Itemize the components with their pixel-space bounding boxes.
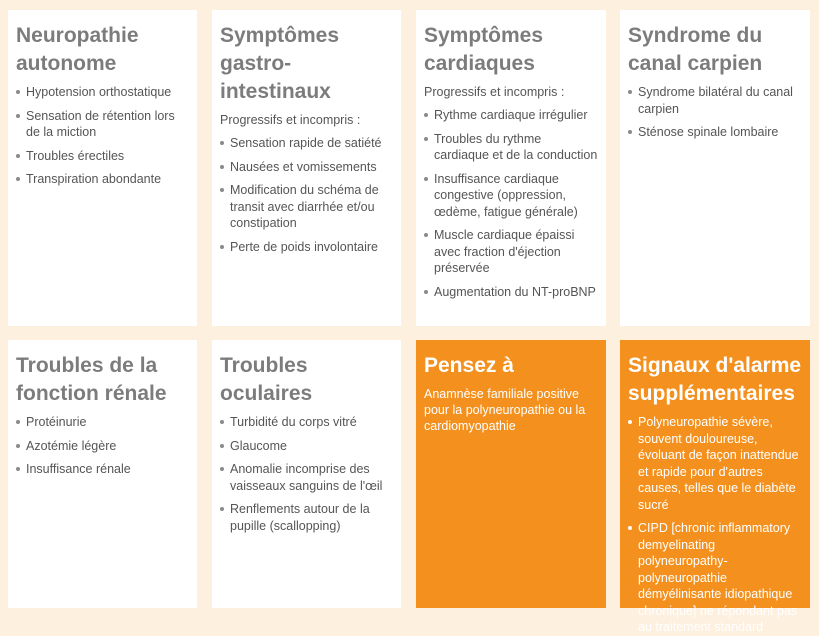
list-item: Sténose spinale lombaire <box>628 124 802 141</box>
list-item: Muscle cardiaque épaissi avec fraction d'éjection préservée <box>424 227 598 277</box>
list-item: Nausées et vomissements <box>220 159 393 176</box>
list-item: Azotémie légère <box>16 438 189 455</box>
card-signaux-alarme <box>620 340 810 634</box>
list-item: Augmentation du NT-proBNP <box>424 284 598 301</box>
list-item: Hypotension orthostatique <box>16 84 189 101</box>
card-list <box>16 84 189 188</box>
card-title: Troubles oculaires <box>220 354 313 405</box>
card-list <box>628 414 802 636</box>
card-symptomes-cardiaques <box>416 10 606 326</box>
card-troubles-oculaires <box>212 340 401 608</box>
card-syndrome-canal-carpien <box>620 10 810 326</box>
list-item: Anomalie incomprise des vaisseaux sanguins de l'œil <box>220 461 393 494</box>
list-item: Insuffisance rénale <box>16 461 189 478</box>
card-title: Pensez à <box>424 354 514 377</box>
card-intro: Progressifs et incompris : <box>424 85 565 99</box>
list-item: Modification du schéma de transit avec diarrhée et/ou constipation <box>220 182 393 232</box>
list-item: Glaucome <box>220 438 393 455</box>
card-list <box>424 107 598 300</box>
list-item: Turbidité du corps vitré <box>220 414 393 431</box>
card-intro: Anamnèse familiale positive pour la polyneuropathie ou la cardiomyopathie <box>424 387 586 433</box>
list-item: Protéinurie <box>16 414 189 431</box>
list-item: Rythme cardiaque irrégulier <box>424 107 598 124</box>
card-pensez-a <box>416 340 606 608</box>
card-list <box>220 135 393 255</box>
card-troubles-fonction-renale <box>8 340 197 608</box>
card-list <box>16 414 189 478</box>
card-list <box>220 414 393 534</box>
card-title: Symptômes gastro-intestinaux <box>220 24 340 103</box>
list-item: Troubles érectiles <box>16 148 189 165</box>
list-item: Syndrome bilatéral du canal carpien <box>628 84 802 117</box>
list-item: Transpiration abondante <box>16 171 189 188</box>
list-item: Perte de poids involontaire <box>220 239 393 256</box>
card-title: Neuropathie autonome <box>16 24 139 75</box>
card-neuropathie-autonome <box>8 10 197 326</box>
card-list <box>628 84 802 141</box>
list-item: Sensation rapide de satiété <box>220 135 393 152</box>
list-item: Renflements autour de la pupille (scallopping) <box>220 501 393 534</box>
card-title: Symptômes cardiaques <box>424 24 544 75</box>
card-intro: Progressifs et incompris : <box>220 113 361 127</box>
list-item: Troubles du rythme cardiaque et de la conduction <box>424 131 598 164</box>
list-item: Sensation de rétention lors de la miction <box>16 108 189 141</box>
list-item: CIPD [chronic inflammatory demyelinating polyneuropathy-polyneuropathie démyélinisante idiopathique chronique] ne répondant pas au traitement standard <box>628 520 802 636</box>
card-title: Troubles de la fonction rénale <box>16 354 167 405</box>
card-title: Syndrome du canal carpien <box>628 24 763 75</box>
list-item: Insuffisance cardiaque congestive (oppression, œdème, fatigue générale) <box>424 171 598 221</box>
list-item: Polyneuropathie sévère, souvent douloureuse, évoluant de façon inattendue et rapide pour d'autres causes, telles que le diabète sucré <box>628 414 802 513</box>
card-symptomes-gastro-intestinaux <box>212 10 401 326</box>
card-title: Signaux d'alarme supplémentaires <box>628 354 802 405</box>
